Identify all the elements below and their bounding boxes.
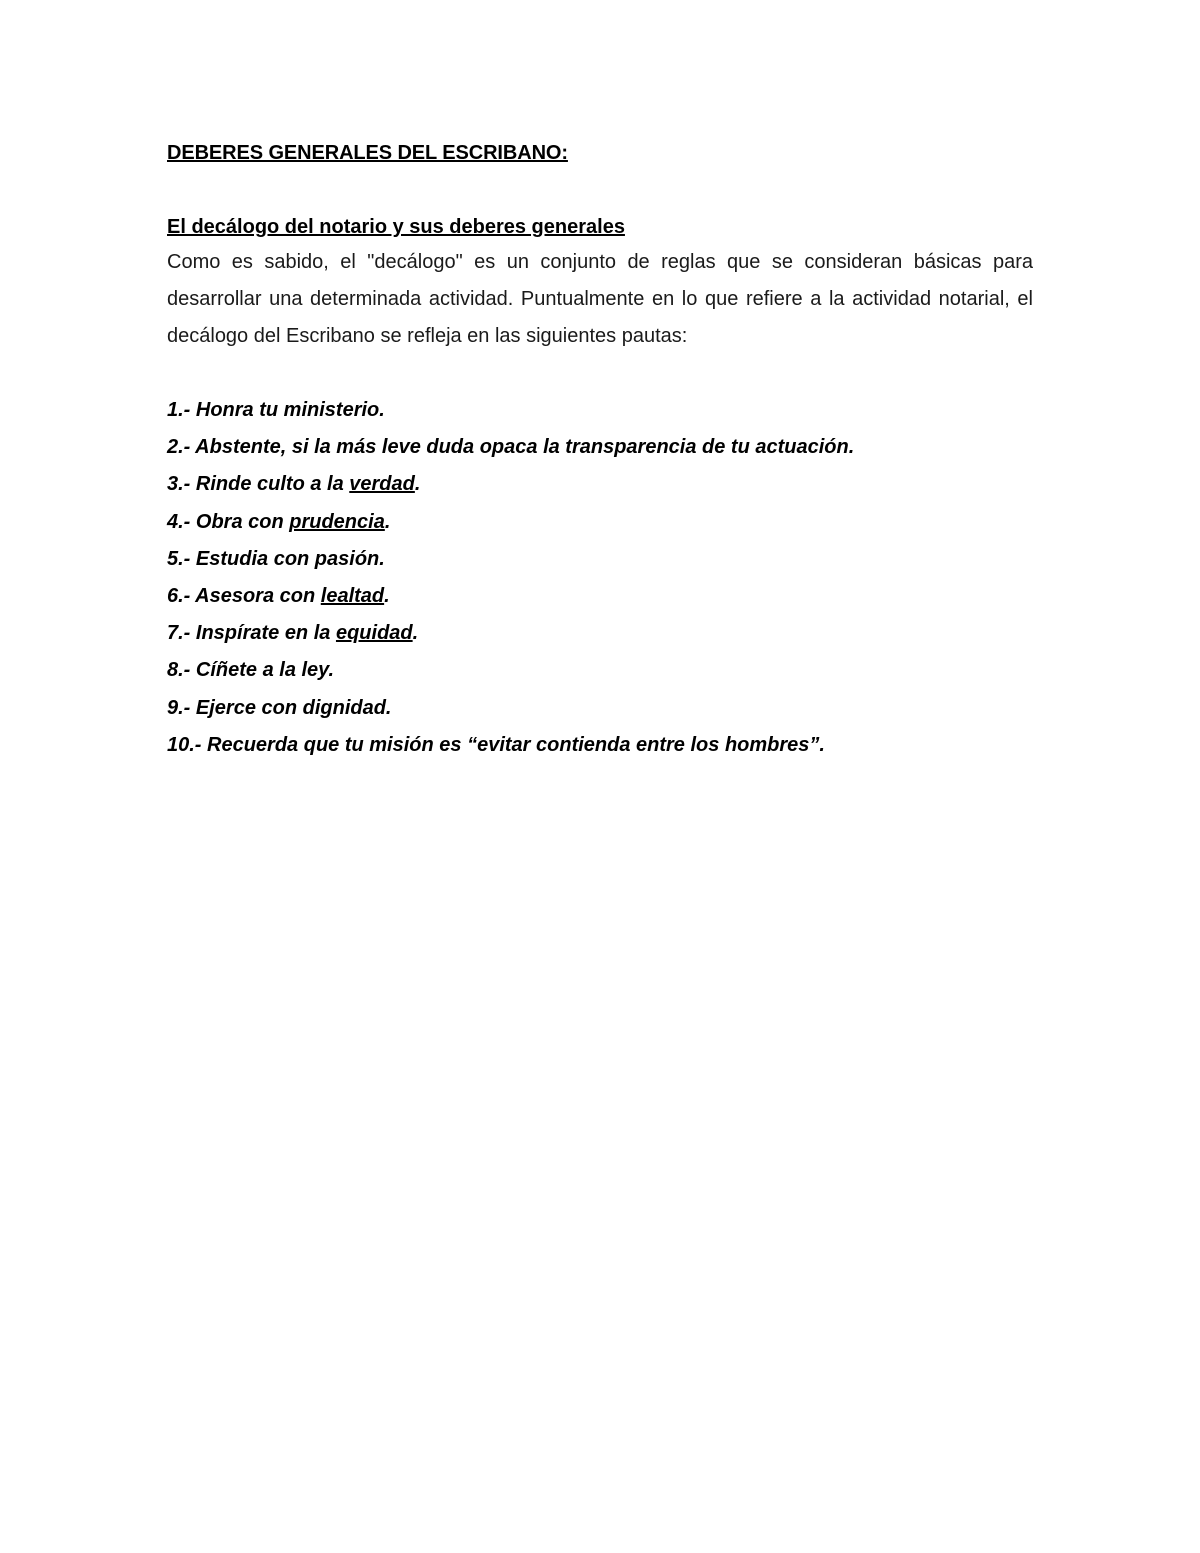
document-body: [167, 138, 1033, 764]
item-text: 9.- Ejerce con dignidad.: [167, 696, 392, 719]
intro-paragraph: Como es sabido, el "decálogo" es un conjunto de reglas que se consideran básicas para desarrollar una determinada actividad. Puntualmente en lo que refiere a la actividad notarial, el decálogo del Escribano se refleja en las siguientes pautas:: [167, 251, 1033, 347]
item-text-pre: 4.- Obra con: [167, 510, 290, 533]
list-item: [167, 727, 1033, 764]
item-keyword: prudencia: [289, 510, 385, 533]
item-text: 5.- Estudia con pasión.: [167, 547, 385, 570]
list-item: [167, 466, 1033, 503]
page-title: DEBERES GENERALES DEL ESCRIBANO:: [167, 142, 568, 164]
item-keyword: equidad: [335, 622, 413, 645]
item-text-post: .: [384, 510, 391, 533]
item-text: 8.- Cíñete a la ley.: [167, 659, 335, 682]
list-item: [167, 429, 1033, 466]
section-heading: El decálogo del notario y sus deberes generales: [167, 216, 625, 238]
list-item: [167, 392, 1033, 429]
list-item: [167, 578, 1033, 615]
list-item: [167, 690, 1033, 727]
item-text-post: .: [384, 585, 390, 608]
item-keyword: verdad: [349, 473, 415, 496]
item-text-post: .: [414, 473, 421, 496]
item-text-pre: 7.- Inspírate en la: [167, 622, 336, 645]
item-keyword: lealtad: [320, 585, 385, 608]
item-text-pre: 3.- Rinde culto a la: [167, 473, 350, 496]
item-text: 2.- Abstente, si la más leve duda opaca la transparencia de tu actuación.: [167, 436, 855, 459]
list-item: [167, 615, 1033, 652]
decalogue-list: [167, 392, 1033, 764]
list-item: [167, 652, 1033, 689]
list-item: [167, 541, 1033, 578]
item-text: 10.- Recuerda que tu misión es “evitar contienda entre los hombres”.: [167, 733, 825, 756]
item-text-post: .: [412, 622, 419, 645]
item-text-pre: 6.- Asesora con: [167, 585, 321, 608]
list-item: [167, 504, 1033, 541]
item-text: 1.- Honra tu ministerio.: [167, 399, 385, 421]
